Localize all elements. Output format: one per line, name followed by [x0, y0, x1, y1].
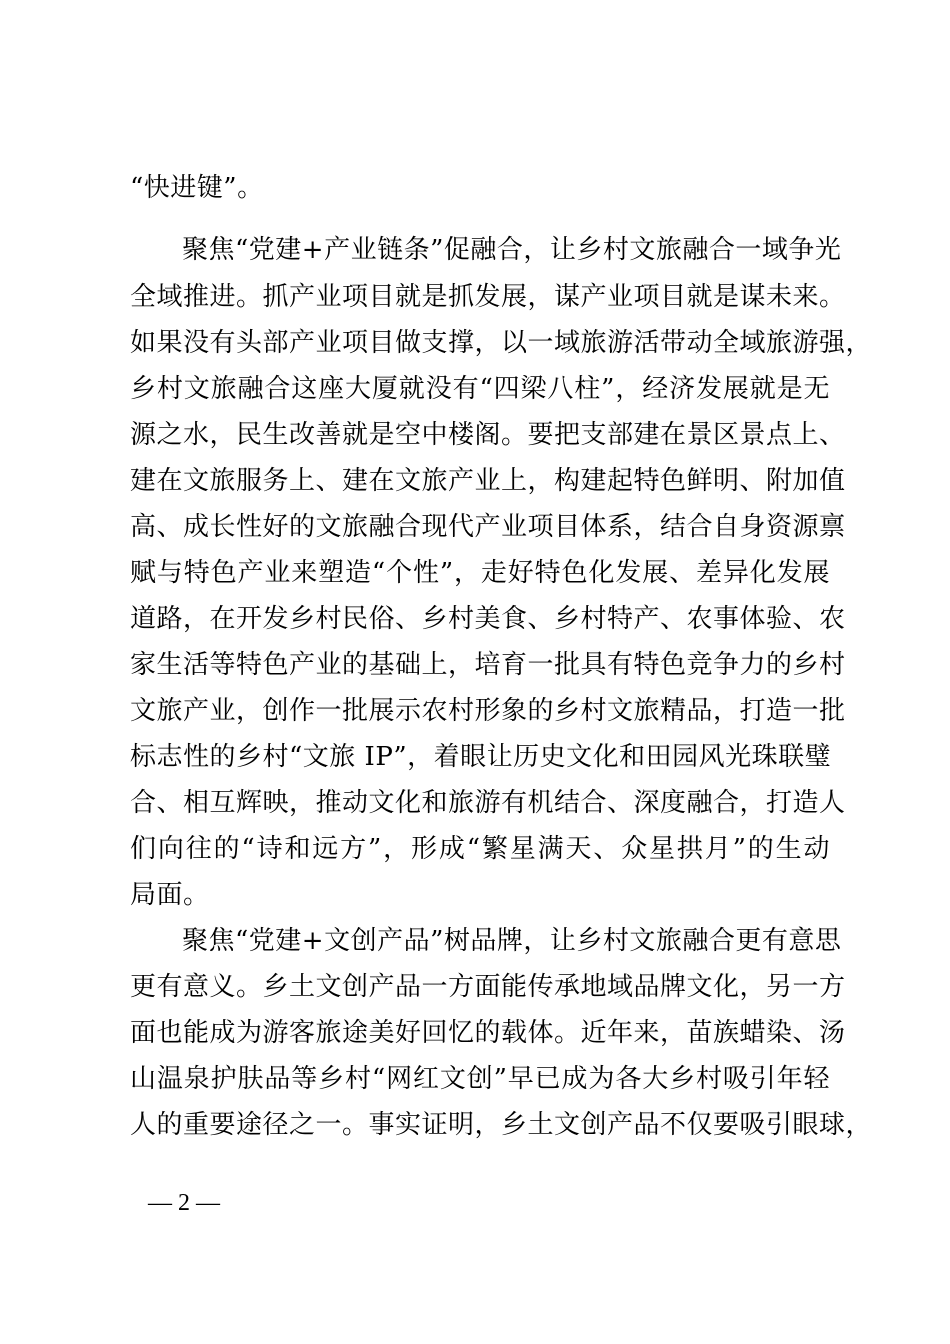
- page-number: — 2 —: [148, 1190, 220, 1216]
- text-line: 全域推进。抓产业项目就是抓发展，谋产业项目就是谋未来。: [130, 282, 846, 312]
- text-line: 赋与特色产业来塑造“个性”，走好特色化发展、差异化发展: [130, 558, 830, 588]
- text-line: 山温泉护肤品等乡村“网红文创”早已成为各大乡村吸引年轻: [130, 1064, 830, 1094]
- text-line: 建在文旅服务上、建在文旅产业上，构建起特色鲜明、附加值: [130, 466, 846, 496]
- text-line: 道路，在开发乡村民俗、乡村美食、乡村特产、农事体验、农: [130, 604, 846, 634]
- text-line: 面也能成为游客旅途美好回忆的载体。近年来，苗族蜡染、汤: [130, 1018, 846, 1048]
- text-line: 如果没有头部产业项目做支撑，以一域旅游活带动全域旅游强，: [130, 328, 873, 358]
- text-line: 局面。: [130, 880, 210, 910]
- text-line: 更有意义。乡土文创产品一方面能传承地域品牌文化，另一方: [130, 972, 846, 1002]
- paragraph-start-line: 聚焦“党建+文创产品”树品牌，让乡村文旅融合更有意思: [182, 926, 842, 956]
- text-line: 乡村文旅融合这座大厦就没有“四梁八柱”，经济发展就是无: [130, 374, 830, 404]
- text-line: 源之水，民生改善就是空中楼阁。要把支部建在景区景点上、: [130, 420, 846, 450]
- text-line: 文旅产业，创作一批展示农村形象的乡村文旅精品，打造一批: [130, 696, 846, 726]
- text-line: 高、成长性好的文旅融合现代产业项目体系，结合自身资源禀: [130, 512, 846, 542]
- text-line: 们向往的“诗和远方”，形成“繁星满天、众星拱月”的生动: [130, 834, 830, 864]
- text-line: 人的重要途径之一。事实证明，乡土文创产品不仅要吸引眼球，: [130, 1110, 873, 1140]
- text-line: 标志性的乡村“文旅 IP”，着眼让历史文化和田园风光珠联璧: [130, 742, 832, 772]
- paragraph-start-line: 聚焦“党建+产业链条”促融合，让乡村文旅融合一域争光: [182, 235, 842, 265]
- text-line: 合、相互辉映，推动文化和旅游有机结合、深度融合，打造人: [130, 788, 846, 818]
- text-line: “快进键”。: [130, 173, 264, 203]
- text-line: 家生活等特色产业的基础上，培育一批具有特色竞争力的乡村: [130, 650, 846, 680]
